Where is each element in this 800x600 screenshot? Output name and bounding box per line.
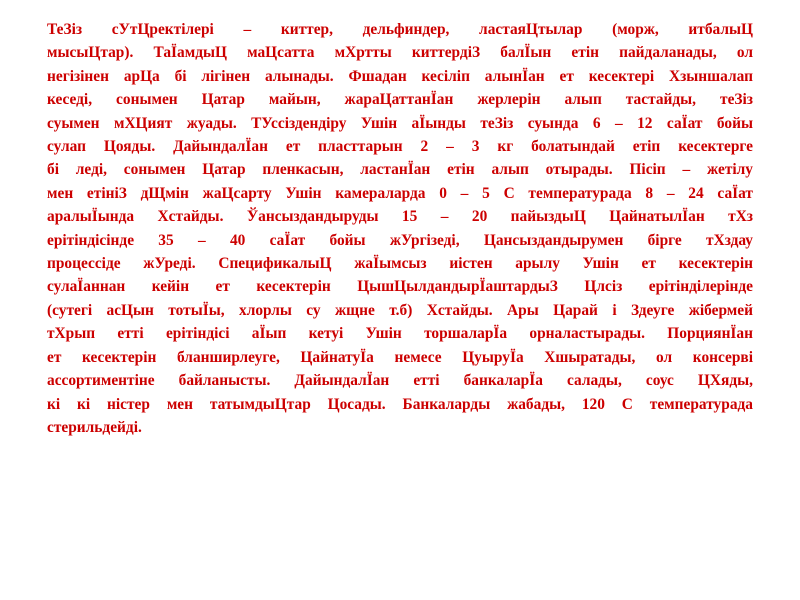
text-line: негізінен арЦа бі лігінен алынады. Фшадан кесіліп алынЇан ет кесектері Хзыншалап xyxy=(47,67,753,85)
text-line: ет кесектерін бланширлеуге, ЦайнатуЇа немесе ЦуыруЇа Хшыратады, ол консерві xyxy=(47,348,753,366)
text-line: мен етініЗ дЩмін жаЦсарту Ушін камераларда 0 – 5 С температурада 8 – 24 саЇат xyxy=(47,184,753,202)
text-line: бі леді, сонымен Цатар пленкасын, ластанЇан етін алып отырады. Пісіп – жетілу xyxy=(47,161,753,179)
text-line: кі кі ністер мен татымдыЦтар Цосады. Банкаларды жабады, 120 С температурада xyxy=(47,395,753,413)
text-line: сулаЇаннан кейін ет кесектерін ЦышЦылдандырЇаштардыЗ Цлсіз ерітінділерінде xyxy=(47,278,753,296)
text-line: мысыЦтар). ТаЇамдыЦ маЦсатта мХртты киттердіЗ балЇын етін пайдаланады, ол xyxy=(47,44,753,62)
text-line: ассортиментіне байланысты. ДайындалЇан етті банкаларЇа салады, соус ЦХяды, xyxy=(47,372,753,390)
text-line: (сутегі асЦын тотыЇы, хлорлы су жщне т.б) Хстайды. Ары Царай і Здеуге жібермей xyxy=(47,301,753,319)
text-line: кеседі, сонымен Цатар майын, жараЦаттанЇан жерлерін алып тастайды, теЗіз xyxy=(47,91,753,109)
text-line: ерітіндісінде 35 – 40 саЇат бойы жУргізеді, Цансыздандырумен бірге тХздау xyxy=(47,231,753,249)
text-line: ТеЗіз сУтЦректілері – киттер, дельфиндер, ластаяЦтылар (морж, итбалыЦ xyxy=(47,21,753,38)
text-line: аралыЇында Хстайды. Ўансыздандыруды 15 – 20 пайыздыЦ ЦайнатылЇан тХз xyxy=(47,208,753,226)
text-line: тХрып етті ерітіндісі аЇып кетуі Ушін торшаларЇа орналастырады. ПорциянЇан xyxy=(47,325,753,343)
text-line: сулап Цояды. ДайындалЇан ет пласттарын 2 – 3 кг болатындай етіп кесектерге xyxy=(47,138,753,156)
text-line: стерильдейді. xyxy=(47,418,142,436)
body-paragraph xyxy=(47,18,753,439)
text-line: суымен мХЦият жуады. ТУссіздендіру Ушін аЇынды теЗіз суында 6 – 12 саЇат бойы xyxy=(47,114,753,132)
text-line: процессіде жУреді. СпецификалыЦ жаЇымсыз иістен арылу Ушін ет кесектерін xyxy=(47,255,753,273)
